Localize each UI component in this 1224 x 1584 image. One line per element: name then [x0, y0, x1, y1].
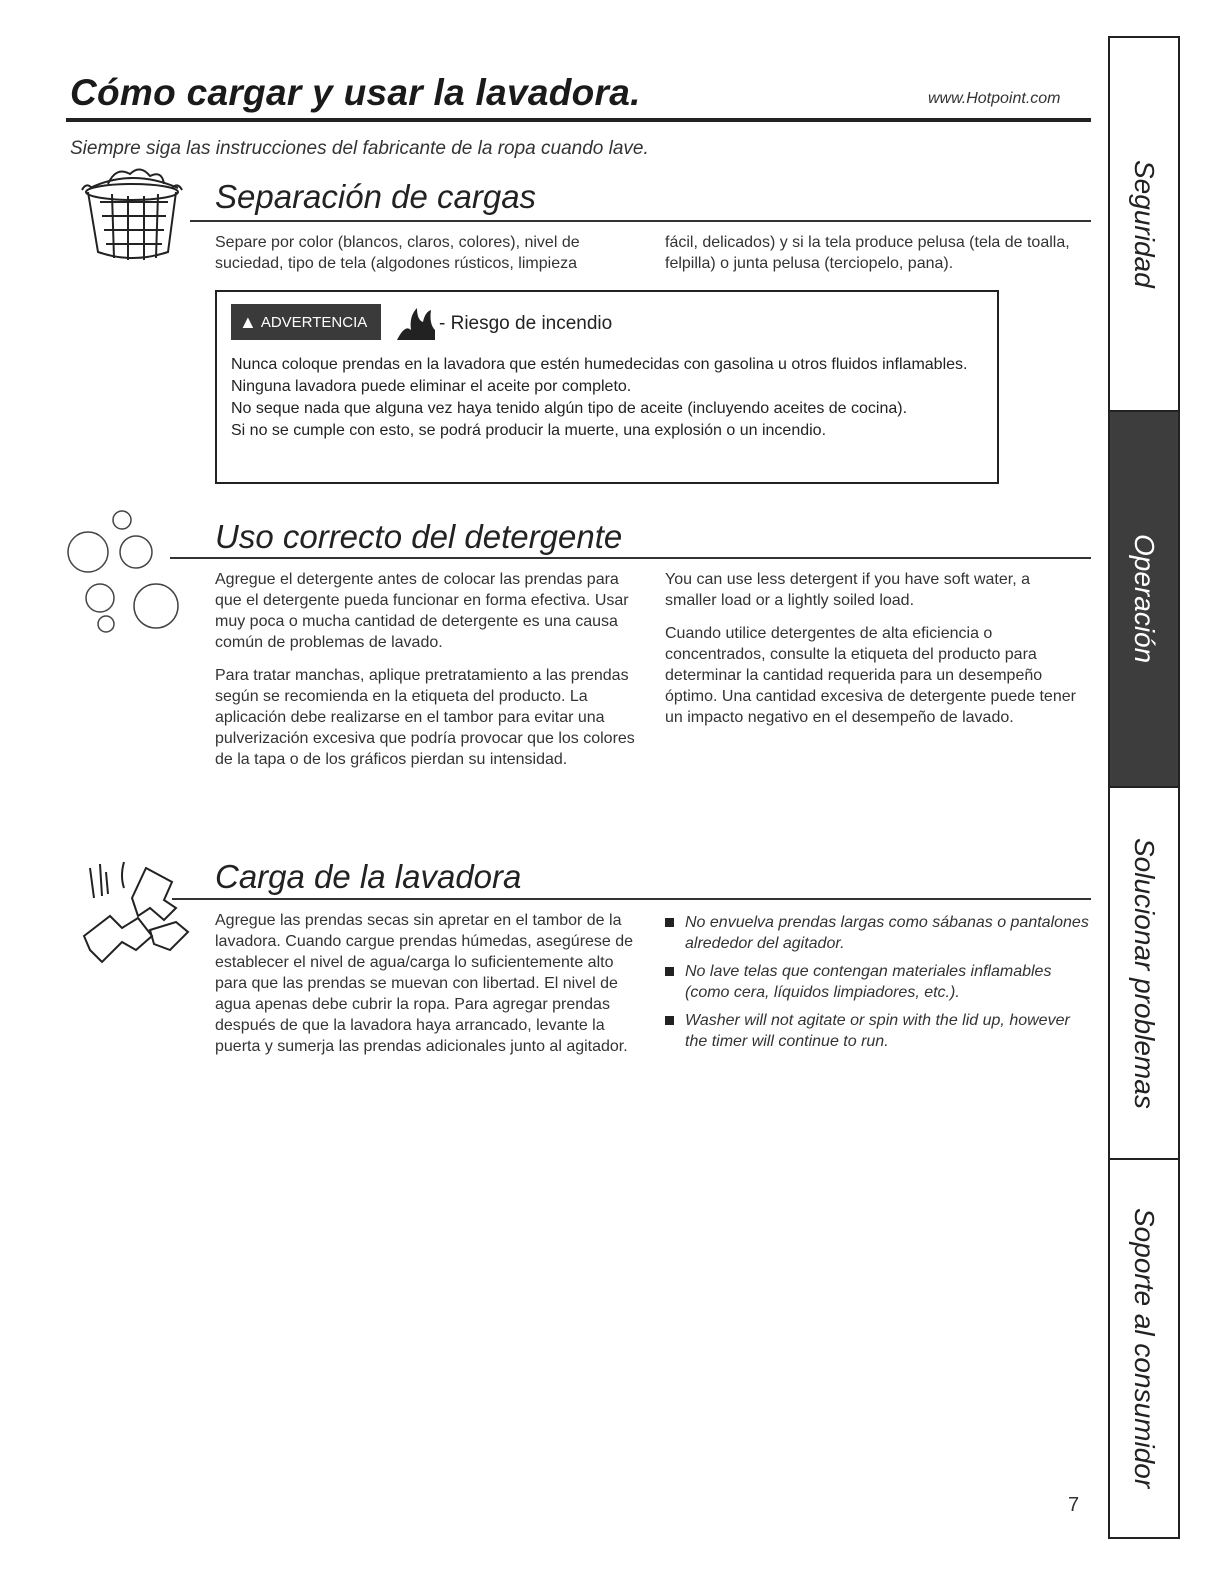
- tab-operacion[interactable]: [1110, 412, 1178, 788]
- fire-icon: [395, 304, 437, 342]
- warning-heading: - Riesgo de incendio: [439, 313, 613, 334]
- website-url: www.Hotpoint.com: [928, 90, 1061, 107]
- title-rule: [66, 118, 1091, 122]
- section-rule: [172, 898, 1091, 900]
- detergente-text-col2: [665, 569, 1085, 740]
- bullet-square-icon: [665, 918, 674, 927]
- warning-line: No seque nada que alguna vez haya tenido algún tipo de aceite (incluyendo aceites de cocina).: [231, 400, 908, 417]
- laundry-basket-icon: [78, 160, 186, 265]
- warning-line: Ninguna lavadora puede eliminar el aceite por completo.: [231, 378, 632, 395]
- list-item: No envuelva prendas largas como sábanas o pantalones alrededor del agitador.: [663, 912, 1093, 954]
- tab-soporte-consumidor[interactable]: [1110, 1160, 1178, 1537]
- section-rule: [190, 220, 1091, 222]
- tab-label: Operación: [1129, 534, 1160, 664]
- page-subtitle: Siempre siga las instrucciones del fabricante de la ropa cuando lave.: [70, 138, 649, 159]
- tab-label: Seguridad: [1129, 160, 1160, 288]
- bubbles-icon: [64, 508, 184, 636]
- paragraph: Cuando utilice detergentes de alta eficiencia o concentrados, consulte la etiqueta del producto para determinar la cantidad requerida para un desempeño óptimo. Una cantidad excesiva de detergente puede tener un impacto negativo en el desempeño de lavado.: [665, 625, 1076, 726]
- page-title: Cómo cargar y usar la lavadora.: [70, 72, 641, 113]
- clothing-load-icon: [80, 858, 192, 970]
- bullet-square-icon: [665, 1016, 674, 1025]
- warning-lines: [231, 354, 991, 442]
- side-tabs: [1108, 36, 1180, 1539]
- tab-label: Soporte al consumidor: [1129, 1208, 1160, 1489]
- warning-line: Nunca coloque prendas en la lavadora que estén humedecidas con gasolina u otros fluidos inflamables.: [231, 356, 968, 373]
- section-rule: [170, 557, 1091, 559]
- paragraph: Para tratar manchas, aplique pretratamiento a las prendas según se recomienda en la etiqueta del producto. La aplicación debe realizarse en el tambor para evitar una pulverización excesiva que podría provocar que los colores de la tapa o de los gráficos pierdan su intensidad.: [215, 667, 635, 768]
- carga-text-col1: Agregue las prendas secas sin apretar en el tambor de la lavadora. Cuando cargue prendas húmedas, asegúrese de establecer el nivel de agua/carga lo suficientemente alto para que las prendas se muevan con libertad. El nivel de agua apenas debe cubrir la ropa. Para agregar prendas después de que la lavadora haya arrancado, levante la puerta y sumerja las prendas adicionales junto al agitador.: [215, 912, 634, 1055]
- detergente-text-col1: [215, 569, 635, 782]
- tab-label: Solucionar problemas: [1129, 837, 1160, 1109]
- page-number: 7: [1068, 1494, 1080, 1516]
- separacion-text-col2: fácil, delicados) y si la tela produce pelusa (tela de toalla, felpilla) o junta pelusa (terciopelo, pana).: [665, 234, 1070, 272]
- tab-solucionar-problemas[interactable]: [1110, 788, 1178, 1160]
- separacion-text-col1: Separe por color (blancos, claros, colores), nivel de suciedad, tipo de tela (algodones rústicos, limpieza: [215, 234, 580, 272]
- list-item: No lave telas que contengan materiales inflamables (como cera, líquidos limpiadores, etc.).: [663, 961, 1093, 1003]
- warning-badge-label: ADVERTENCIA: [260, 313, 368, 331]
- warning-badge: [231, 304, 381, 340]
- paragraph: Agregue el detergente antes de colocar las prendas para que el detergente pueda funcionar en forma efectiva. Usar muy poca o mucha cantidad de detergente es una causa común de problemas de lavado.: [215, 571, 629, 651]
- tab-seguridad[interactable]: [1110, 38, 1178, 412]
- bullet-square-icon: [665, 967, 674, 976]
- warning-line: Si no se cumple con esto, se podrá producir la muerte, una explosión o un incendio.: [231, 422, 827, 439]
- section-title-detergente: Uso correcto del detergente: [215, 518, 623, 555]
- list-item: Washer will not agitate or spin with the lid up, however the timer will continue to run.: [663, 1010, 1093, 1052]
- carga-bullet-list: [663, 912, 1093, 1059]
- paragraph: You can use less detergent if you have soft water, a smaller load or a lightly soiled load.: [665, 571, 1030, 609]
- section-title-carga: Carga de la lavadora: [215, 858, 522, 895]
- warning-triangle-icon: ▲: [239, 311, 257, 332]
- fire-warning-box: [215, 290, 999, 484]
- section-title-separacion: Separación de cargas: [215, 178, 537, 215]
